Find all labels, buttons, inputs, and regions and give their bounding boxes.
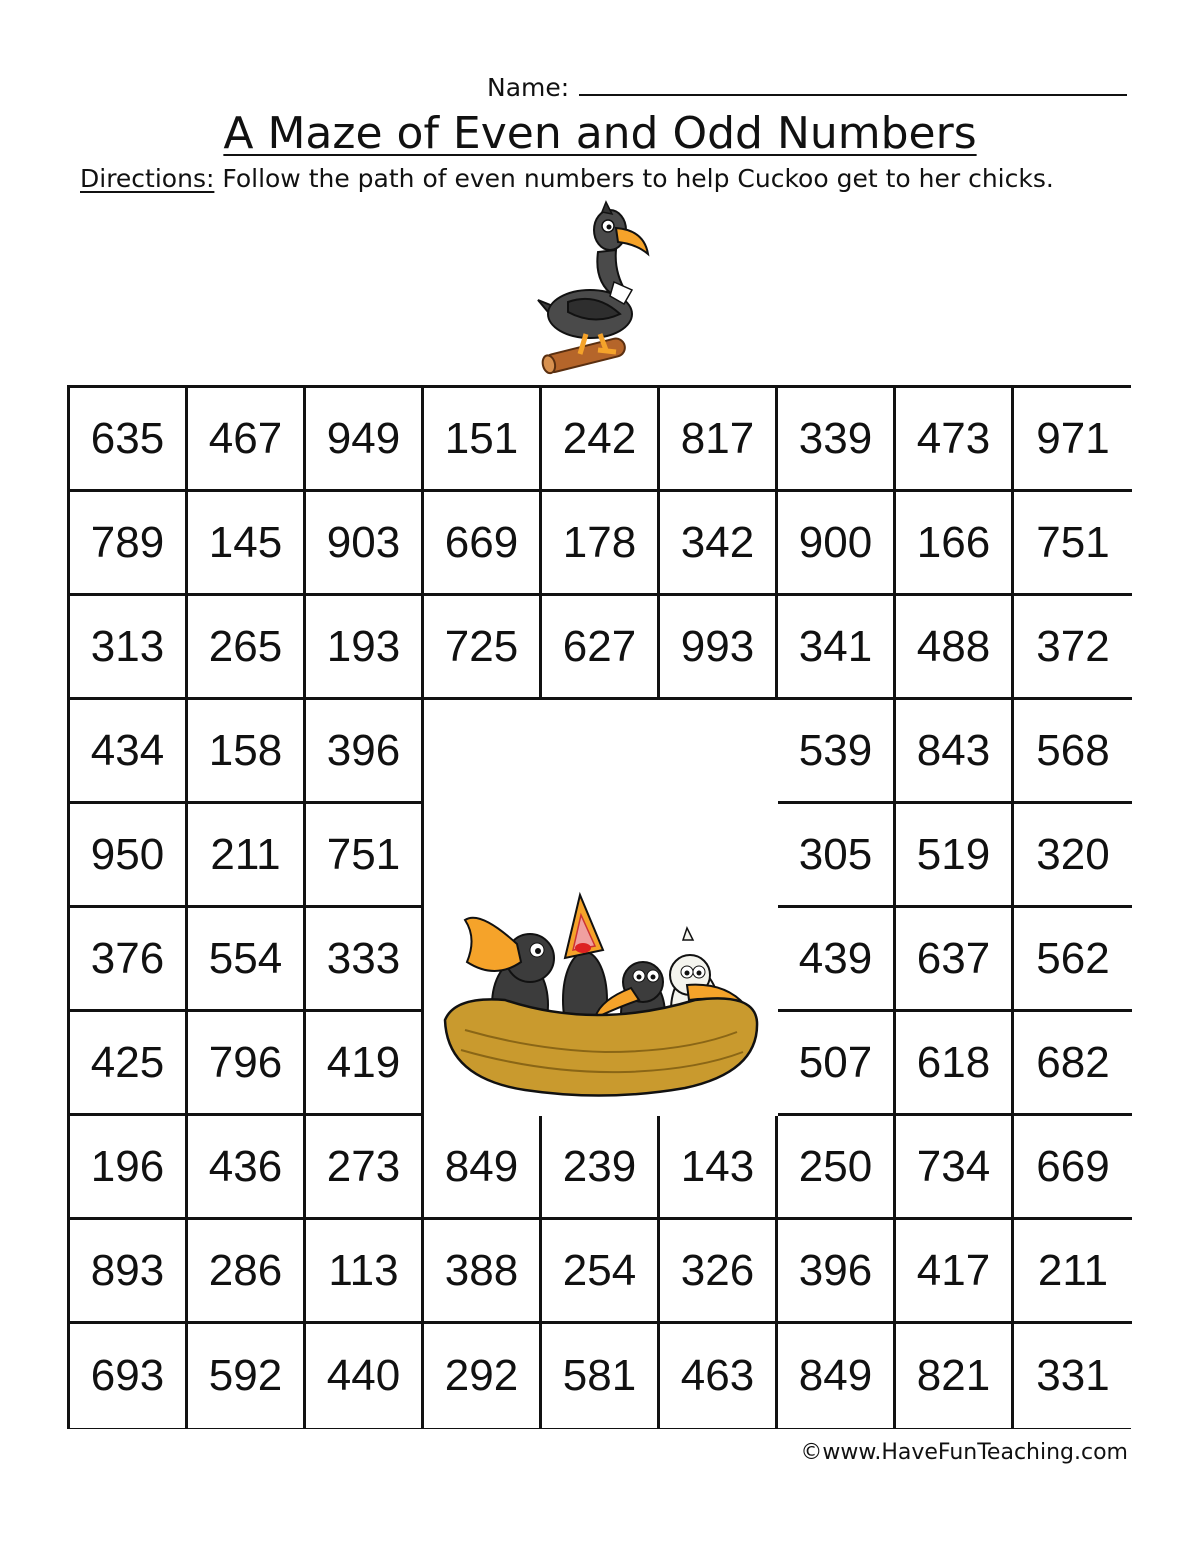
name-blank-line[interactable] xyxy=(579,72,1127,96)
maze-cell[interactable]: 669 xyxy=(1014,1116,1132,1220)
maze-cell[interactable]: 971 xyxy=(1014,388,1132,492)
maze-cell[interactable]: 178 xyxy=(542,492,660,596)
page-title xyxy=(0,108,1200,160)
maze-cell[interactable]: 849 xyxy=(424,1116,542,1220)
maze-cell[interactable]: 993 xyxy=(660,596,778,700)
maze-cell[interactable]: 305 xyxy=(778,804,896,908)
maze-cell[interactable]: 339 xyxy=(778,388,896,492)
maze-cell[interactable]: 849 xyxy=(778,1324,896,1428)
maze-cell[interactable]: 440 xyxy=(306,1324,424,1428)
maze-cell[interactable]: 341 xyxy=(778,596,896,700)
maze-cell[interactable]: 637 xyxy=(896,908,1014,1012)
maze-cell[interactable]: 843 xyxy=(896,700,1014,804)
maze-cell[interactable]: 376 xyxy=(70,908,188,1012)
maze-cell[interactable]: 893 xyxy=(70,1220,188,1324)
maze-cell[interactable]: 320 xyxy=(1014,804,1132,908)
maze-cell[interactable]: 949 xyxy=(306,388,424,492)
maze-cell[interactable]: 950 xyxy=(70,804,188,908)
maze-cell[interactable]: 693 xyxy=(70,1324,188,1428)
nest-area xyxy=(425,700,780,1116)
maze-cell[interactable]: 436 xyxy=(188,1116,306,1220)
maze-cell[interactable]: 682 xyxy=(1014,1012,1132,1116)
maze-cell[interactable]: 425 xyxy=(70,1012,188,1116)
chicks-in-nest-icon xyxy=(425,700,780,1116)
maze-cell[interactable]: 396 xyxy=(306,700,424,804)
maze-cell[interactable]: 286 xyxy=(188,1220,306,1324)
maze-cell[interactable]: 789 xyxy=(70,492,188,596)
maze-cell[interactable]: 725 xyxy=(424,596,542,700)
maze-cell[interactable]: 388 xyxy=(424,1220,542,1324)
maze-cell[interactable]: 488 xyxy=(896,596,1014,700)
directions-label: Directions: xyxy=(80,164,215,193)
maze-cell[interactable]: 562 xyxy=(1014,908,1132,1012)
maze-cell[interactable]: 554 xyxy=(188,908,306,1012)
maze-cell[interactable]: 734 xyxy=(896,1116,1014,1220)
maze-cell[interactable]: 539 xyxy=(778,700,896,804)
maze-cell[interactable]: 313 xyxy=(70,596,188,700)
page-title-text: A Maze of Even and Odd Numbers xyxy=(223,108,977,159)
maze-cell[interactable]: 239 xyxy=(542,1116,660,1220)
maze-cell[interactable]: 166 xyxy=(896,492,1014,596)
maze-cell[interactable]: 273 xyxy=(306,1116,424,1220)
maze-cell[interactable]: 618 xyxy=(896,1012,1014,1116)
number-maze-grid xyxy=(67,385,1131,1429)
maze-cell[interactable]: 372 xyxy=(1014,596,1132,700)
maze-cell[interactable]: 419 xyxy=(306,1012,424,1116)
maze-cell[interactable]: 331 xyxy=(1014,1324,1132,1428)
maze-cell[interactable]: 326 xyxy=(660,1220,778,1324)
maze-cell[interactable]: 903 xyxy=(306,492,424,596)
maze-cell[interactable]: 627 xyxy=(542,596,660,700)
maze-cell[interactable]: 211 xyxy=(1014,1220,1132,1324)
maze-cell[interactable]: 434 xyxy=(70,700,188,804)
maze-cell[interactable]: 143 xyxy=(660,1116,778,1220)
maze-cell[interactable]: 796 xyxy=(188,1012,306,1116)
maze-cell[interactable]: 568 xyxy=(1014,700,1132,804)
cuckoo-bird-icon xyxy=(528,192,663,380)
maze-cell[interactable]: 581 xyxy=(542,1324,660,1428)
directions xyxy=(80,164,1054,193)
maze-cell[interactable]: 417 xyxy=(896,1220,1014,1324)
maze-cell[interactable]: 113 xyxy=(306,1220,424,1324)
name-field[interactable] xyxy=(487,72,1127,102)
maze-cell[interactable]: 265 xyxy=(188,596,306,700)
maze-cell[interactable]: 473 xyxy=(896,388,1014,492)
maze-cell[interactable]: 151 xyxy=(424,388,542,492)
maze-cell[interactable]: 821 xyxy=(896,1324,1014,1428)
maze-cell[interactable]: 463 xyxy=(660,1324,778,1428)
maze-cell[interactable]: 292 xyxy=(424,1324,542,1428)
maze-cell[interactable]: 333 xyxy=(306,908,424,1012)
maze-cell[interactable]: 158 xyxy=(188,700,306,804)
maze-cell[interactable]: 817 xyxy=(660,388,778,492)
maze-cell[interactable]: 242 xyxy=(542,388,660,492)
maze-cell[interactable]: 342 xyxy=(660,492,778,596)
maze-cell[interactable]: 196 xyxy=(70,1116,188,1220)
maze-cell[interactable]: 439 xyxy=(778,908,896,1012)
maze-cell[interactable]: 211 xyxy=(188,804,306,908)
directions-text: Follow the path of even numbers to help Cuckoo get to her chicks. xyxy=(214,164,1054,193)
maze-cell[interactable]: 396 xyxy=(778,1220,896,1324)
maze-cell[interactable]: 635 xyxy=(70,388,188,492)
maze-cell[interactable]: 751 xyxy=(1014,492,1132,596)
footer-copyright: ©www.HaveFunTeaching.com xyxy=(800,1440,1128,1465)
maze-cell[interactable]: 193 xyxy=(306,596,424,700)
maze-cell[interactable]: 592 xyxy=(188,1324,306,1428)
name-label: Name: xyxy=(487,73,570,102)
maze-cell[interactable]: 507 xyxy=(778,1012,896,1116)
maze-cell[interactable]: 254 xyxy=(542,1220,660,1324)
maze-cell[interactable]: 467 xyxy=(188,388,306,492)
maze-cell[interactable]: 519 xyxy=(896,804,1014,908)
maze-cell[interactable]: 250 xyxy=(778,1116,896,1220)
maze-cell[interactable]: 900 xyxy=(778,492,896,596)
maze-cell[interactable]: 751 xyxy=(306,804,424,908)
maze-cell[interactable]: 145 xyxy=(188,492,306,596)
maze-cell[interactable]: 669 xyxy=(424,492,542,596)
